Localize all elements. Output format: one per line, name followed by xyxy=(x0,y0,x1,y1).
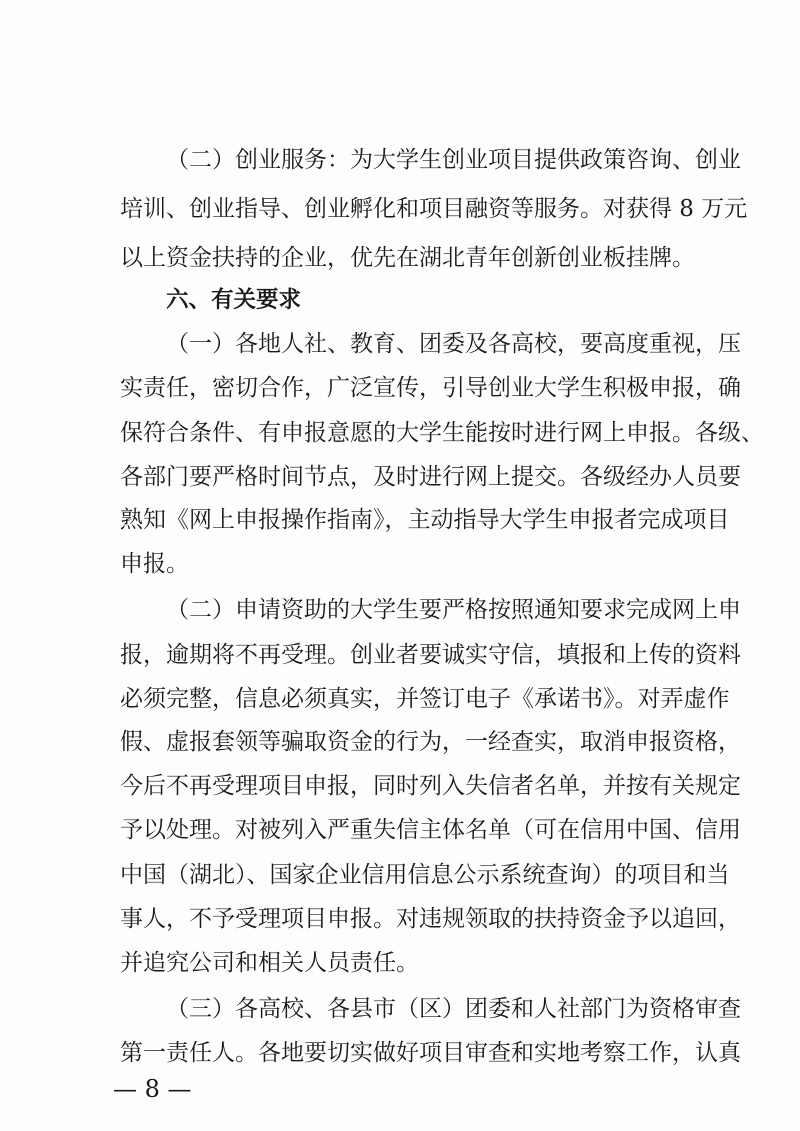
paragraph-line: 保符合条件、有申报意愿的大学生能按时进行网上申报。各级、 xyxy=(120,420,764,446)
page-number xyxy=(0,1068,200,1108)
paragraph-line: 予以处理。对被列入严重失信主体名单（可在信用中国、信用 xyxy=(120,817,741,843)
paragraph-line: 以上资金扶持的企业，优先在湖北青年创新创业板挂牌。 xyxy=(120,245,695,271)
paragraph-line: 必须完整，信息必须真实，并签订电子《承诺书》。对弄虚作 xyxy=(120,686,730,712)
section-heading: 六、有关要求 xyxy=(166,287,302,313)
paragraph-line: 各部门要严格时间节点，及时进行网上提交。各级经办人员要 xyxy=(120,464,741,490)
paragraph-line: 申报。 xyxy=(120,551,189,577)
paragraph-line: 中国（湖北）、国家企业信用信息公示系统查询）的项目和当 xyxy=(120,862,730,888)
paragraph-line: 培训、创业指导、创业孵化和项目融资等服务。对获得 8 万元 xyxy=(120,196,748,222)
paragraph-line: 熟知《网上申报操作指南》，主动指导大学生申报者完成项目 xyxy=(120,507,730,533)
paragraph-line: 报，逾期将不再受理。创业者要诚实守信，填报和上传的资料 xyxy=(120,642,741,668)
paragraph-line: （二）申请资助的大学生要严格按照通知要求完成网上申 xyxy=(166,597,741,623)
paragraph-line: （一）各地人社、教育、团委及各高校，要高度重视，压 xyxy=(166,331,741,357)
paragraph-line: 第一责任人。各地要切实做好项目审查和实地考察工作，认真 xyxy=(120,1040,741,1066)
paragraph-line: 今后不再受理项目申报，同时列入失信者名单，并按有关规定 xyxy=(120,773,741,799)
paragraph-line: 并追究公司和相关人员责任。 xyxy=(120,950,419,976)
paragraph-line: （三）各高校、各县市（区）团委和人社部门为资格审查 xyxy=(166,996,741,1022)
paragraph-line: 实责任，密切合作，广泛宣传，引导创业大学生积极申报，确 xyxy=(120,375,741,401)
paragraph-line: 事人，不予受理项目申报。对违规领取的扶持资金予以追回， xyxy=(120,906,741,932)
paragraph-line: （二）创业服务：为大学生创业项目提供政策咨询、创业 xyxy=(166,147,741,173)
paragraph-line: 假、虚报套领等骗取资金的行为，一经查实，取消申报资格， xyxy=(120,729,741,755)
page-number-text: — 8 — xyxy=(113,1075,192,1103)
